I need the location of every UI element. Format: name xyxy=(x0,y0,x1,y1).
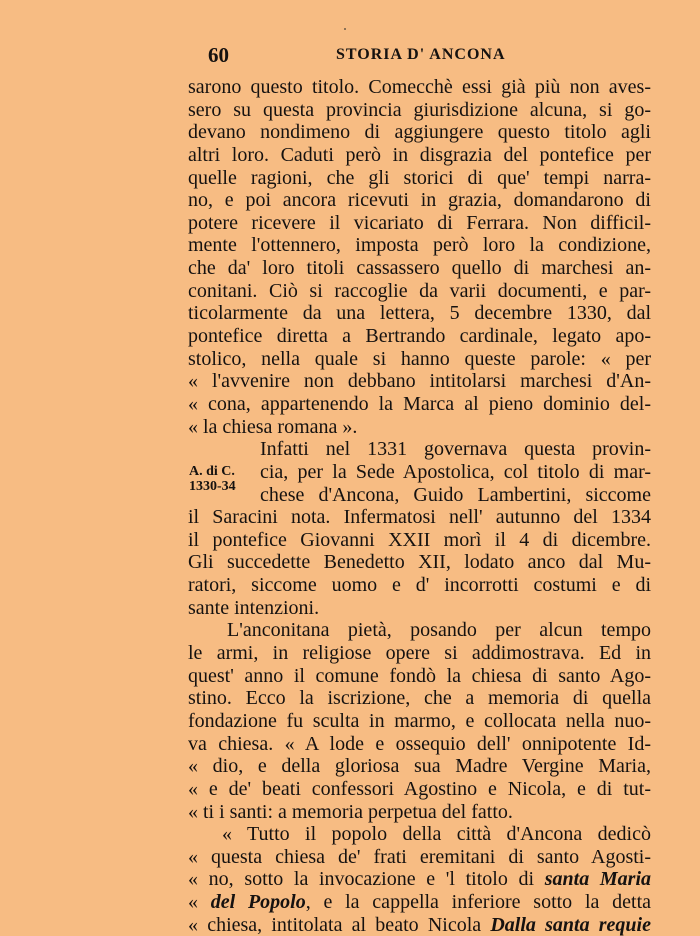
text-line: « e de' beati confessori Agostino e Nicola, e di tut- xyxy=(188,777,651,800)
text-line xyxy=(188,914,651,936)
italic-text: santa Maria xyxy=(544,868,651,891)
text-line xyxy=(188,868,651,891)
text-line: ratori, siccome uomo e d' incorrotti costumi e di xyxy=(188,574,651,597)
text-line: quelle ragioni, che gli storici di que' tempi narra- xyxy=(188,166,651,189)
text-line: mente l'ottennero, imposta però loro la condizione, xyxy=(188,234,651,257)
text-line: Infatti nel 1331 governava questa provin- xyxy=(260,438,651,461)
page-mark xyxy=(344,28,346,30)
text-line: il pontefice Giovanni XXII morì il 4 di dicembre. xyxy=(188,528,651,551)
text-line: « l'avvenire non debbano intitolarsi marchesi d'An- xyxy=(188,370,651,393)
text-line: « la chiesa romana ». xyxy=(188,415,358,438)
text-line: sante intenzioni. xyxy=(188,596,320,619)
text-line: fondazione fu sculta in marmo, e collocata nella nuo- xyxy=(188,709,651,732)
italic-text: Dalla santa requie xyxy=(490,913,651,936)
italic-text: del Popolo xyxy=(210,891,306,914)
text-line: che da' loro titoli cassassero quello di marchesi an- xyxy=(188,257,651,280)
text-line: stino. Ecco la iscrizione, che a memoria di quella xyxy=(188,687,651,710)
margin-note-line: 1330-34 xyxy=(189,479,236,494)
body-text xyxy=(188,76,651,936)
text-line: « Tutto il popolo della città d'Ancona dedicò xyxy=(222,823,651,846)
running-title: STORIA D' ANCONA xyxy=(336,46,506,63)
text-line: va chiesa. « A lode e ossequio dell' onnipotente Id- xyxy=(188,732,651,755)
text-line: il Saracini nota. Infermatosi nell' autunno del 1334 xyxy=(188,506,651,529)
text-line: chese d'Ancona, Guido Lambertini, siccome xyxy=(260,483,651,506)
text-segment: « no, sotto la invocazione e 'l titolo di xyxy=(188,868,535,891)
text-line: le armi, in religiose opere si addimostrava. Ed in xyxy=(188,642,651,665)
text-segment: « chiesa, intitolata al beato Nicola xyxy=(188,913,482,936)
text-line: ticolarmente da una lettera, 5 decembre 1330, dal xyxy=(188,302,651,325)
text-line: « ti i santi: a memoria perpetua del fatto. xyxy=(188,800,513,823)
text-line: potere ricevere il vicariato di Ferrara. Non difficil- xyxy=(188,211,651,234)
text-line: Gli succedette Benedetto XII, lodato anco dal Mu- xyxy=(188,551,651,574)
text-segment: , e la cappella inferiore sotto la detta xyxy=(305,891,651,914)
text-line: sero su questa provincia giurisdizione alcuna, si go- xyxy=(188,98,651,121)
text-line: cia, per la Sede Apostolica, col titolo di mar- xyxy=(260,460,651,483)
text-line: no, e poi ancora ricevuti in grazia, domandarono di xyxy=(188,189,651,212)
text-line: altri loro. Caduti però in disgrazia del pontefice per xyxy=(188,143,651,166)
text-line: conitani. Ciò si raccoglie da varii documenti, e par- xyxy=(188,279,651,302)
page-number: 60 xyxy=(208,43,229,67)
text-line: sarono questo titolo. Comecchè essi già più non aves- xyxy=(188,76,651,98)
text-line: pontefice diretta a Bertrando cardinale, legato apo- xyxy=(188,325,651,348)
text-line: quest' anno il comune fondò la chiesa di santo Ago- xyxy=(188,664,651,687)
text-line: L'anconitana pietà, posando per alcun tempo xyxy=(227,619,651,642)
text-line: devano nondimeno di aggiungere questo titolo agli xyxy=(188,121,651,144)
text-line: stolico, nella quale si hanno queste parole: « per xyxy=(188,347,651,370)
text-line: « cona, appartenendo la Marca al pieno dominio del- xyxy=(188,392,651,415)
text-line: « questa chiesa de' frati eremitani di santo Agosti- xyxy=(188,845,651,868)
text-line: « dio, e della gloriosa sua Madre Vergine Maria, xyxy=(188,755,651,778)
margin-note-line: A. di C. xyxy=(189,464,235,479)
page-header xyxy=(0,43,700,71)
text-line: « del Popolo, e la cappella inferiore sotto la detta xyxy=(188,891,651,914)
